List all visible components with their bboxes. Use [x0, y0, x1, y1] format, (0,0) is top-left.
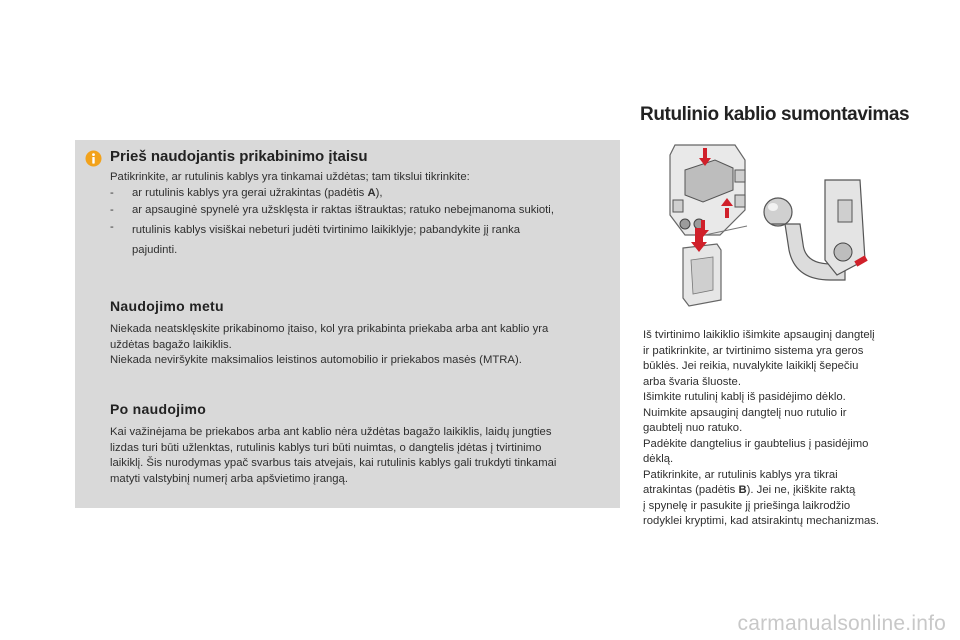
after-use-title: Po naudojimo — [110, 401, 207, 417]
during-use-title: Naudojimo metu — [110, 298, 224, 314]
tow-ball-drawing — [764, 180, 865, 280]
bullet-dash: - — [110, 221, 114, 233]
removal-text: Iš tvirtinimo laikiklio išimkite apsauginį dangtelį ir patikrinkite, ar tvirtinimo sistema yra geros būklės. Jei reikia, nuvalykite laikiklį šepečiu arba švaria šluoste. Išimkite rutulinį kablį iš pasidėjimo dėklo. Nuimkite apsauginį dangtelį nuo rutulio ir gaubtelį nuo ratuko. Padėkite dangtelius ir gaubtelius į pasidėjimo dėklą. Patikrinkite, ar rutulinis kablys yra tikrai atrakintas (padėtis B). Jei ne, įkiškite raktą į spynelę ir pasukite jį priešinga laikrodžio rodyklei kryptimi, kad atsirakintų mechanizmas. — [643, 329, 880, 527]
bullet-text: rutulinis kablys visiškai nebeturi judėti tvirtinimo laikiklyje; pabandykite jį ranka pajudinti. — [132, 224, 521, 256]
during-use-text: Niekada neatsklęskite prikabinomo įtaiso, kol yra prikabinta priekaba arba ant kablio yra uždėtas bagažo laikiklis. Niekada neviršykite maksimalios leistinos automobilio ir priekabos masės (MTRA). — [110, 323, 549, 366]
info-icon — [85, 150, 102, 167]
removal-title: Rutulinio kablio sumontavimas — [640, 104, 910, 125]
bullet-text: ar rutulinis kablys yra gerai užrakintas (padėtis A), — [132, 187, 383, 199]
bullet-dash: - — [110, 187, 114, 199]
info-intro: Patikrinkite, ar rutulinis kablys yra tinkamai uždėtas; tam tikslui tikrinkite: — [110, 171, 470, 183]
info-title: Prieš naudojantis prikabinimo įtaisu — [110, 148, 368, 165]
bullet-dash: - — [110, 204, 114, 216]
after-use-text: Kai važinėjama be priekabos arba ant kablio nėra uždėtas bagažo laikiklis, laidų jungties lizdas turi būti užlenktas, rutulinis kablys turi būti nuimtas, o dangtelis įdėtas į tvirtinimo laikiklį. Šis nurodymas ypač svarbus tais atvejais, kai rutulinis kablys gali trukdyti tinkamai matyti valstybinį numerį arba apšvietimo įrangą. — [110, 426, 557, 485]
bullet-text: ar apsauginė spynelė yra užsklęsta ir raktas ištrauktas; ratuko nebeįmanoma sukioti, — [132, 204, 554, 216]
protective-cap-drawing — [683, 244, 721, 306]
tow-ball-illustration — [655, 140, 880, 315]
watermark: carmanualsonline.info — [737, 612, 946, 635]
